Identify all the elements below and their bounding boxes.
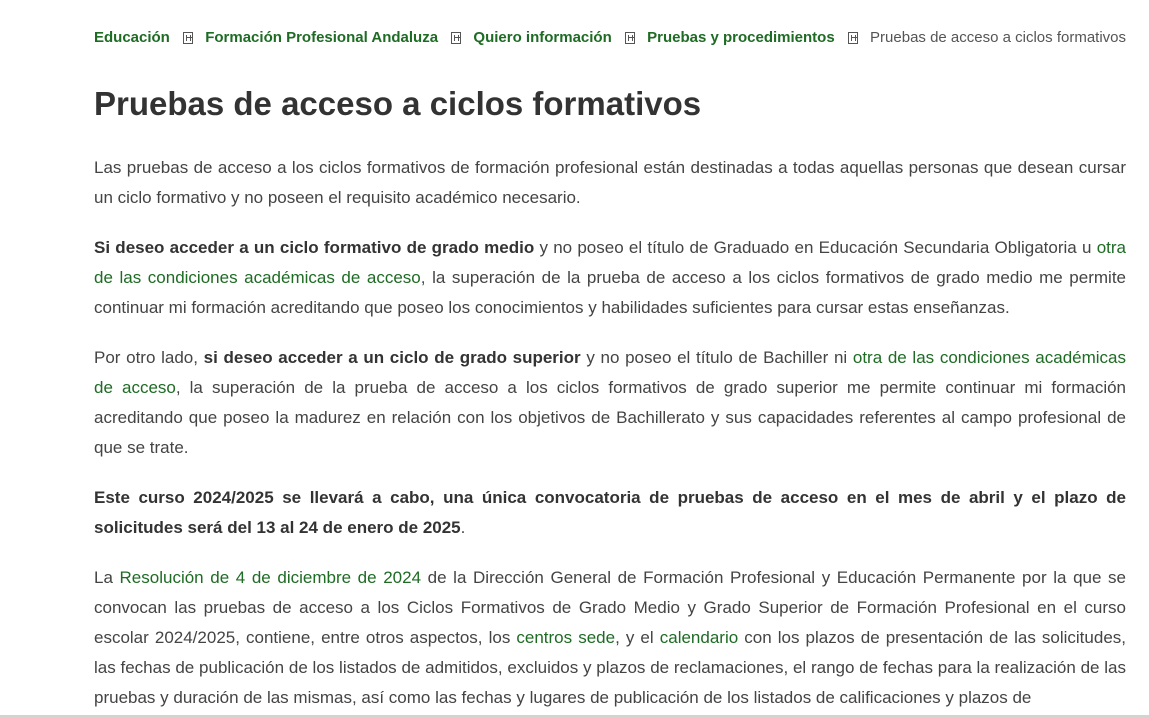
resolucion-text-2: , y el	[615, 628, 660, 647]
breadcrumb	[94, 27, 1126, 49]
resolucion-paragraph	[94, 563, 1126, 713]
convocatoria-period: .	[460, 518, 466, 537]
intro-paragraph: Las pruebas de acceso a los ciclos formativos de formación profesional están destinadas a todas aquellas personas que desean cursar un ciclo formativo y no poseen el requisito académico necesario.	[94, 158, 1126, 207]
page-title: Pruebas de acceso a ciclos formativos	[94, 85, 702, 122]
grado-superior-paragraph	[94, 343, 1126, 463]
grado-medio-text-1: y no poseo el título de Graduado en Educación Secundaria Obligatoria u	[534, 238, 1097, 257]
condiciones-acceso-link[interactable]: otra de las condiciones académicas de acceso	[94, 238, 1126, 287]
breadcrumb-link-educacion[interactable]: Educación	[94, 29, 170, 46]
breadcrumb-link-pruebas-procedimientos[interactable]: Pruebas y procedimientos	[647, 29, 835, 46]
grado-superior-text-0: Por otro lado,	[94, 348, 204, 367]
convocatoria-bold-text: Este curso 2024/2025 se llevará a cabo, una única convocatoria de pruebas de acceso en el mes de abril y el plazo de solicitudes será del 13 al 24 de enero de 2025	[94, 488, 1126, 537]
resolucion-text-1: de la Dirección General de Formación Profesional y Educación Permanente por la que se convocan las pruebas de acceso a los Ciclos Formativos de Grado Medio y Grado Superior de Formación Profesional en el curso escolar 2024/2025, contiene, entre otros aspectos, los	[94, 568, 1127, 647]
breadcrumb-link-fp-andaluza[interactable]: Formación Profesional Andaluza	[205, 29, 439, 46]
breadcrumb-current: Pruebas de acceso a ciclos formativos	[870, 29, 1126, 46]
resolucion-text-3: con los plazos de presentación de las solicitudes, las fechas de publicación de los listados de admitidos, excluidos y plazos de reclamaciones, el rango de fechas para la realización de las pruebas y duración de las mismas, así como las fechas y lugares de publicación de los listados de calificaciones y plazos de	[94, 628, 1126, 707]
grado-superior-text-2: , la superación de la prueba de acceso a los ciclos formativos de grado superior me permite continuar mi formación acreditando que poseo la madurez en relación con los objetivos de Bachillerato y sus capacidades referentes al campo profesional de que se trate.	[94, 378, 1127, 457]
condiciones-acceso-superior-link[interactable]: otra de las condiciones académicas de acceso	[94, 348, 1126, 397]
breadcrumb-link-quiero-informacion[interactable]: Quiero información	[473, 29, 612, 46]
centros-sede-link[interactable]: centros sede	[516, 628, 616, 647]
calendario-link[interactable]: calendario	[659, 628, 739, 647]
sitemap-icon	[625, 32, 635, 44]
grado-medio-bold-text: Si deseo acceder a un ciclo formativo de grado medio	[94, 238, 535, 257]
main-content	[94, 0, 1126, 713]
resolucion-link[interactable]: Resolución de 4 de diciembre de 2024	[119, 568, 422, 587]
grado-superior-text-1: y no poseo el título de Bachiller ni	[580, 348, 853, 367]
grado-medio-paragraph	[94, 233, 1126, 323]
sitemap-icon	[183, 32, 193, 44]
sitemap-icon	[451, 32, 461, 44]
convocatoria-paragraph	[94, 483, 1126, 543]
grado-medio-text-2: , la superación de la prueba de acceso a los ciclos formativos de grado medio me permite continuar mi formación acreditando que poseo los conocimientos y habilidades suficientes para cursar estas enseñanzas.	[94, 268, 1126, 317]
grado-superior-bold-text: si deseo acceder a un ciclo de grado superior	[203, 348, 581, 367]
resolucion-text-0: La	[94, 568, 120, 587]
sitemap-icon	[848, 32, 858, 44]
